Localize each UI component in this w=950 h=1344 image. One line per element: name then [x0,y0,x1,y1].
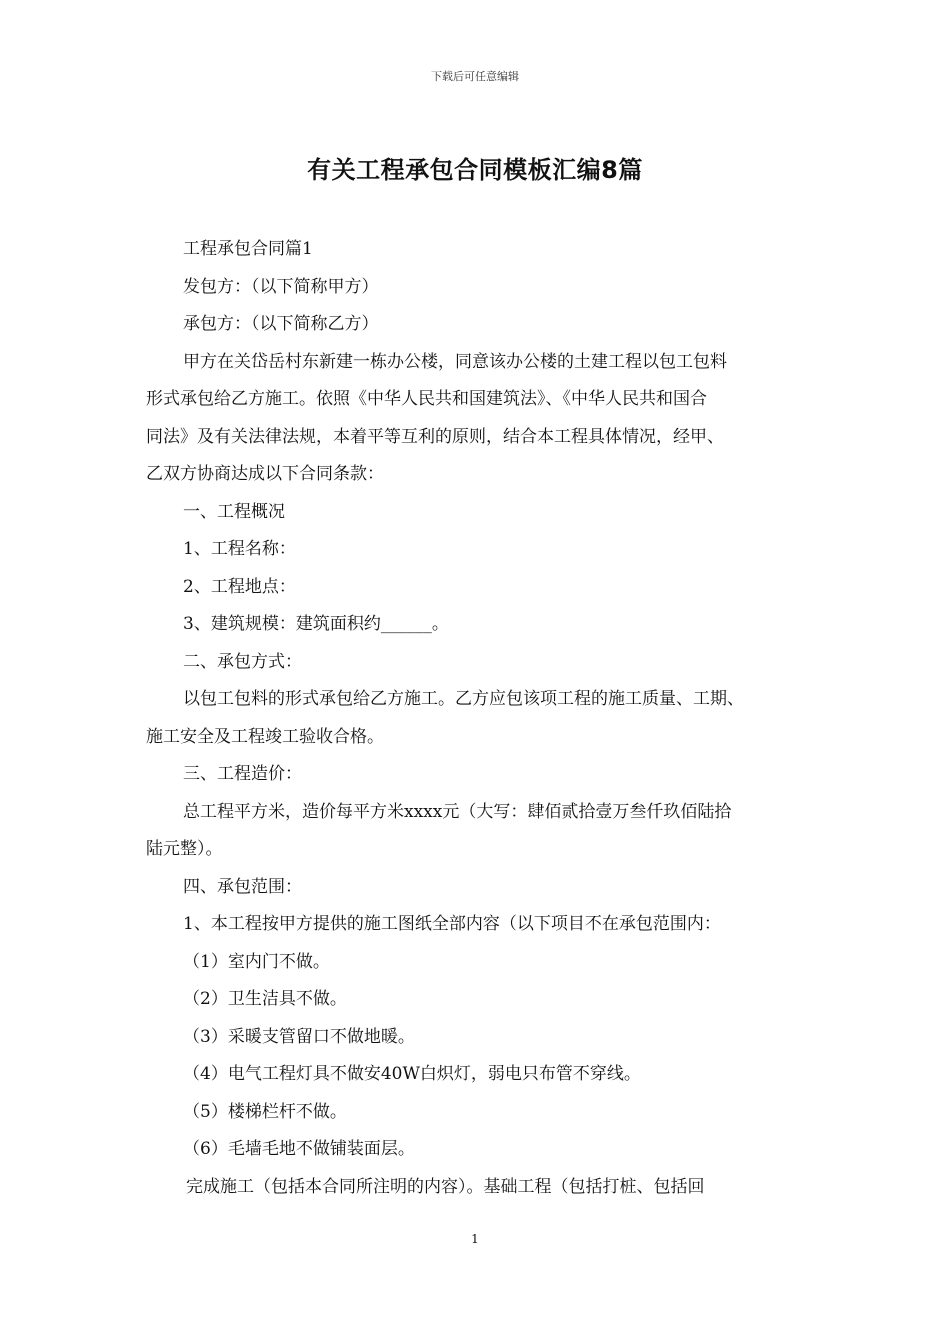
paragraph-line: 甲方在关岱岳村东新建一栋办公楼，同意该办公楼的土建工程以包工包料 [183,351,727,372]
section-heading: 四、承包范围： [183,876,302,897]
paragraph-line: 形式承包给乙方施工。依照《中华人民共和国建筑法》、《中华人民共和国合 [146,389,707,409]
section-heading: 二、承包方式： [183,651,302,672]
paragraph-line: 施工安全及工程竣工验收合格。 [146,726,384,747]
list-item: （4）电气工程灯具不做安40W白炽灯，弱电只布管不穿线。 [183,1064,641,1084]
header-note: 下载后可任意编辑 [431,70,519,83]
paragraph-line: 2、工程地点： [183,576,296,597]
page-number: 1 [471,1232,479,1246]
paragraph-line: 陆元整）。 [146,839,223,859]
list-item: （5）楼梯栏杆不做。 [183,1101,347,1122]
paragraph-line: 完成施工（包括本合同所注明的内容）。基础工程（包括打桩、包括回 [186,1176,705,1197]
paragraph-line: 1、工程名称： [183,539,296,559]
paragraph-line: 乙双方协商达成以下合同条款： [146,464,384,484]
list-item: （2）卫生洁具不做。 [183,989,347,1009]
paragraph-line: 1、本工程按甲方提供的施工图纸全部内容（以下项目不在承包范围内： [183,914,721,934]
list-item: （1）室内门不做。 [183,951,330,972]
section-heading: 三、工程造价： [183,764,302,784]
paragraph-line: 同法》及有关法律法规，本着平等互利的原则，结合本工程具体情况，经甲、 [146,426,724,447]
document-body [146,231,816,1206]
list-item: （6）毛墙毛地不做铺装面层。 [183,1139,415,1159]
paragraph-line: 以包工包料的形式承包给乙方施工。乙方应包该项工程的施工质量、工期、 [183,689,744,709]
list-item: （3）采暖支管留口不做地暖。 [183,1026,415,1047]
paragraph-line: 3、建筑规模：建筑面积约______。 [183,614,449,634]
paragraph-line: 工程承包合同篇1 [183,239,313,259]
paragraph-line: 承包方：（以下简称乙方） [183,314,379,334]
paragraph-line: 发包方：（以下简称甲方） [183,276,379,297]
paragraph-line: 总工程平方米，造价每平方米xxxx元（大写：肆佰贰拾壹万叁仟玖佰陆拾 [183,801,732,822]
document-title: 有关工程承包合同模板汇编8篇 [307,156,643,184]
section-heading: 一、工程概况 [183,501,285,522]
